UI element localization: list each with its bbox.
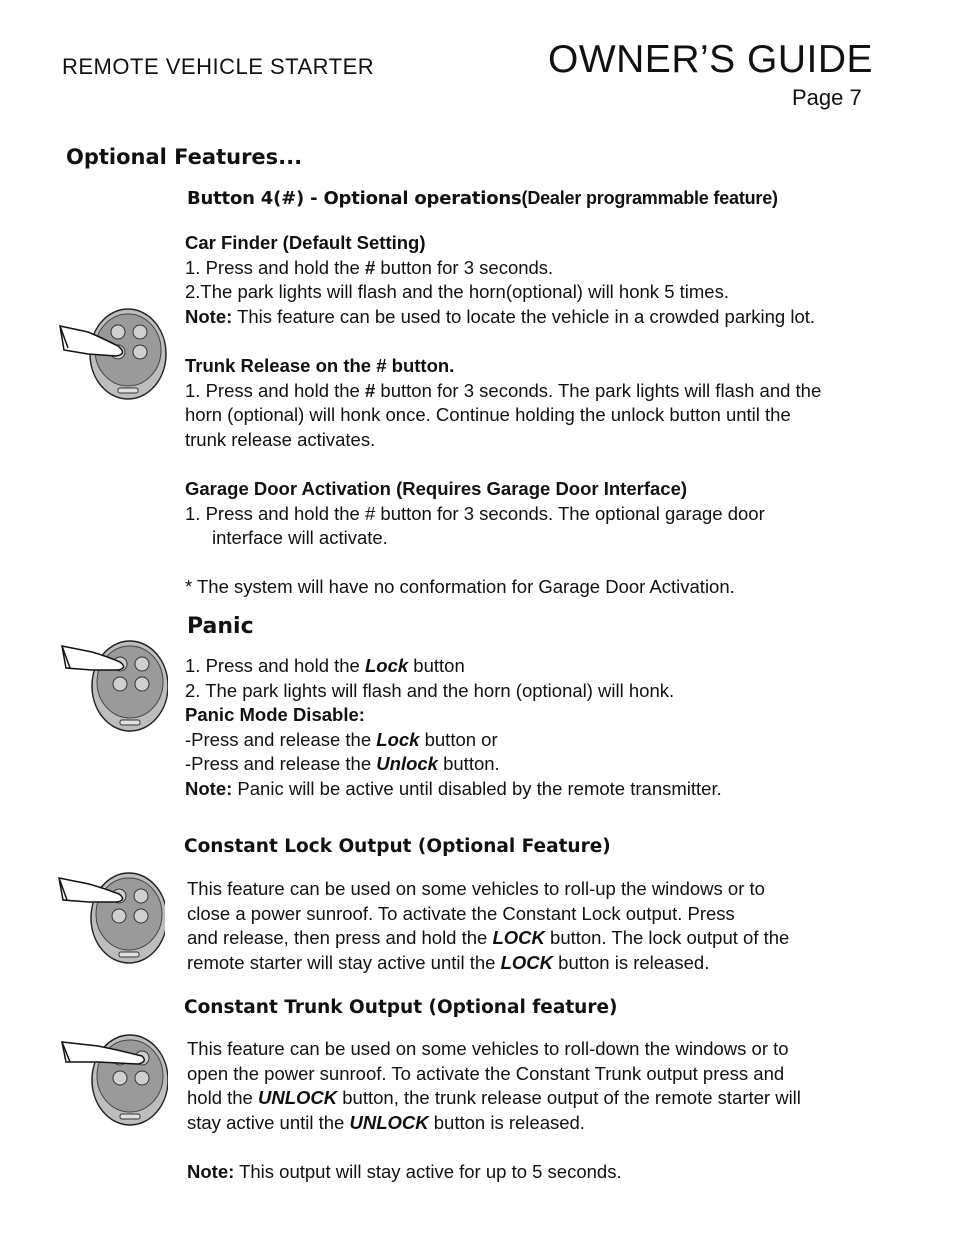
remote-lock-icon — [58, 638, 168, 738]
panic-step-2: 2. The park lights will flash and the horn (optional) will honk. — [185, 679, 675, 701]
panic-disable-title: Panic Mode Disable: — [185, 704, 365, 726]
constant-trunk-title: Constant Trunk Output (Optional feature) — [184, 997, 618, 1018]
panic-step-1: 1. Press and hold the Lock button — [185, 655, 465, 676]
garage-line-2: interface will activate. — [212, 527, 388, 549]
constant-trunk-line-1: This feature can be used on some vehicles to roll-down the windows or to — [187, 1038, 789, 1059]
trunk-release-title: Trunk Release on the # button. — [185, 354, 455, 376]
constant-lock-title: Constant Lock Output (Optional Feature) — [184, 836, 611, 857]
car-finder-step-2: 2.The park lights will flash and the horn(optional) will honk 5 times. — [185, 281, 729, 303]
constant-lock-line-1: This feature can be used on some vehicles to roll-up the windows or to — [187, 878, 765, 899]
panic-title: Panic — [187, 614, 254, 639]
constant-trunk-note: Note: This output will stay active for up to 5 seconds. — [187, 1160, 622, 1182]
button4-subtitle: (Dealer programmable feature) — [521, 188, 778, 208]
header-right-title: OWNER’S GUIDE — [548, 38, 874, 81]
constant-trunk-line-4: stay active until the UNLOCK button is released. — [187, 1111, 585, 1133]
trunk-release-line-2: horn (optional) will honk once. Continue holding the unlock button until the — [185, 404, 791, 426]
panic-text — [185, 654, 905, 802]
garage-line-1: 1. Press and hold the # button for 3 seconds. The optional garage door — [185, 502, 765, 524]
remote-unlock-icon — [58, 1032, 168, 1132]
page-number: Page 7 — [792, 85, 862, 110]
constant-lock-line-4: remote starter will stay active until the LOCK button is released. — [187, 951, 710, 973]
button4-heading — [187, 188, 778, 209]
panic-note: Note: Panic will be active until disabled by the remote transmitter. — [185, 777, 722, 799]
garage-title: Garage Door Activation (Requires Garage Door Interface) — [185, 477, 688, 499]
car-finder-title: Car Finder (Default Setting) — [185, 232, 426, 253]
constant-lock-line-2: close a power sunroof. To activate the Constant Lock output. Press — [187, 902, 735, 924]
constant-trunk-text — [187, 1037, 887, 1185]
button4-title: Button 4(#) - Optional operations — [187, 188, 522, 209]
header-left-title: REMOTE VEHICLE STARTER — [62, 54, 375, 79]
constant-lock-line-3: and release, then press and hold the LOCK button. The lock output of the — [187, 927, 790, 949]
section-title: Optional Features... — [66, 145, 303, 169]
remote-hash-icon — [58, 306, 168, 406]
constant-trunk-line-3: hold the UNLOCK button, the trunk release output of the remote starter will — [187, 1087, 801, 1109]
trunk-release-line-3: trunk release activates. — [185, 428, 376, 450]
constant-lock-text — [187, 877, 887, 975]
constant-trunk-line-2: open the power sunroof. To activate the Constant Trunk output press and — [187, 1062, 785, 1084]
optional-operations-text — [185, 231, 905, 600]
car-finder-step-1: 1. Press and hold the # button for 3 seconds. — [185, 256, 554, 278]
remote-lock-icon — [55, 870, 165, 970]
car-finder-note: Note: This feature can be used to locate the vehicle in a crowded parking lot. — [185, 305, 816, 327]
trunk-release-line-1: 1. Press and hold the # button for 3 seconds. The park lights will flash and the — [185, 379, 822, 401]
panic-disable-2: -Press and release the Unlock button. — [185, 753, 500, 775]
garage-footnote: * The system will have no conformation for Garage Door Activation. — [185, 576, 735, 598]
panic-disable-1: -Press and release the Lock button or — [185, 728, 498, 750]
